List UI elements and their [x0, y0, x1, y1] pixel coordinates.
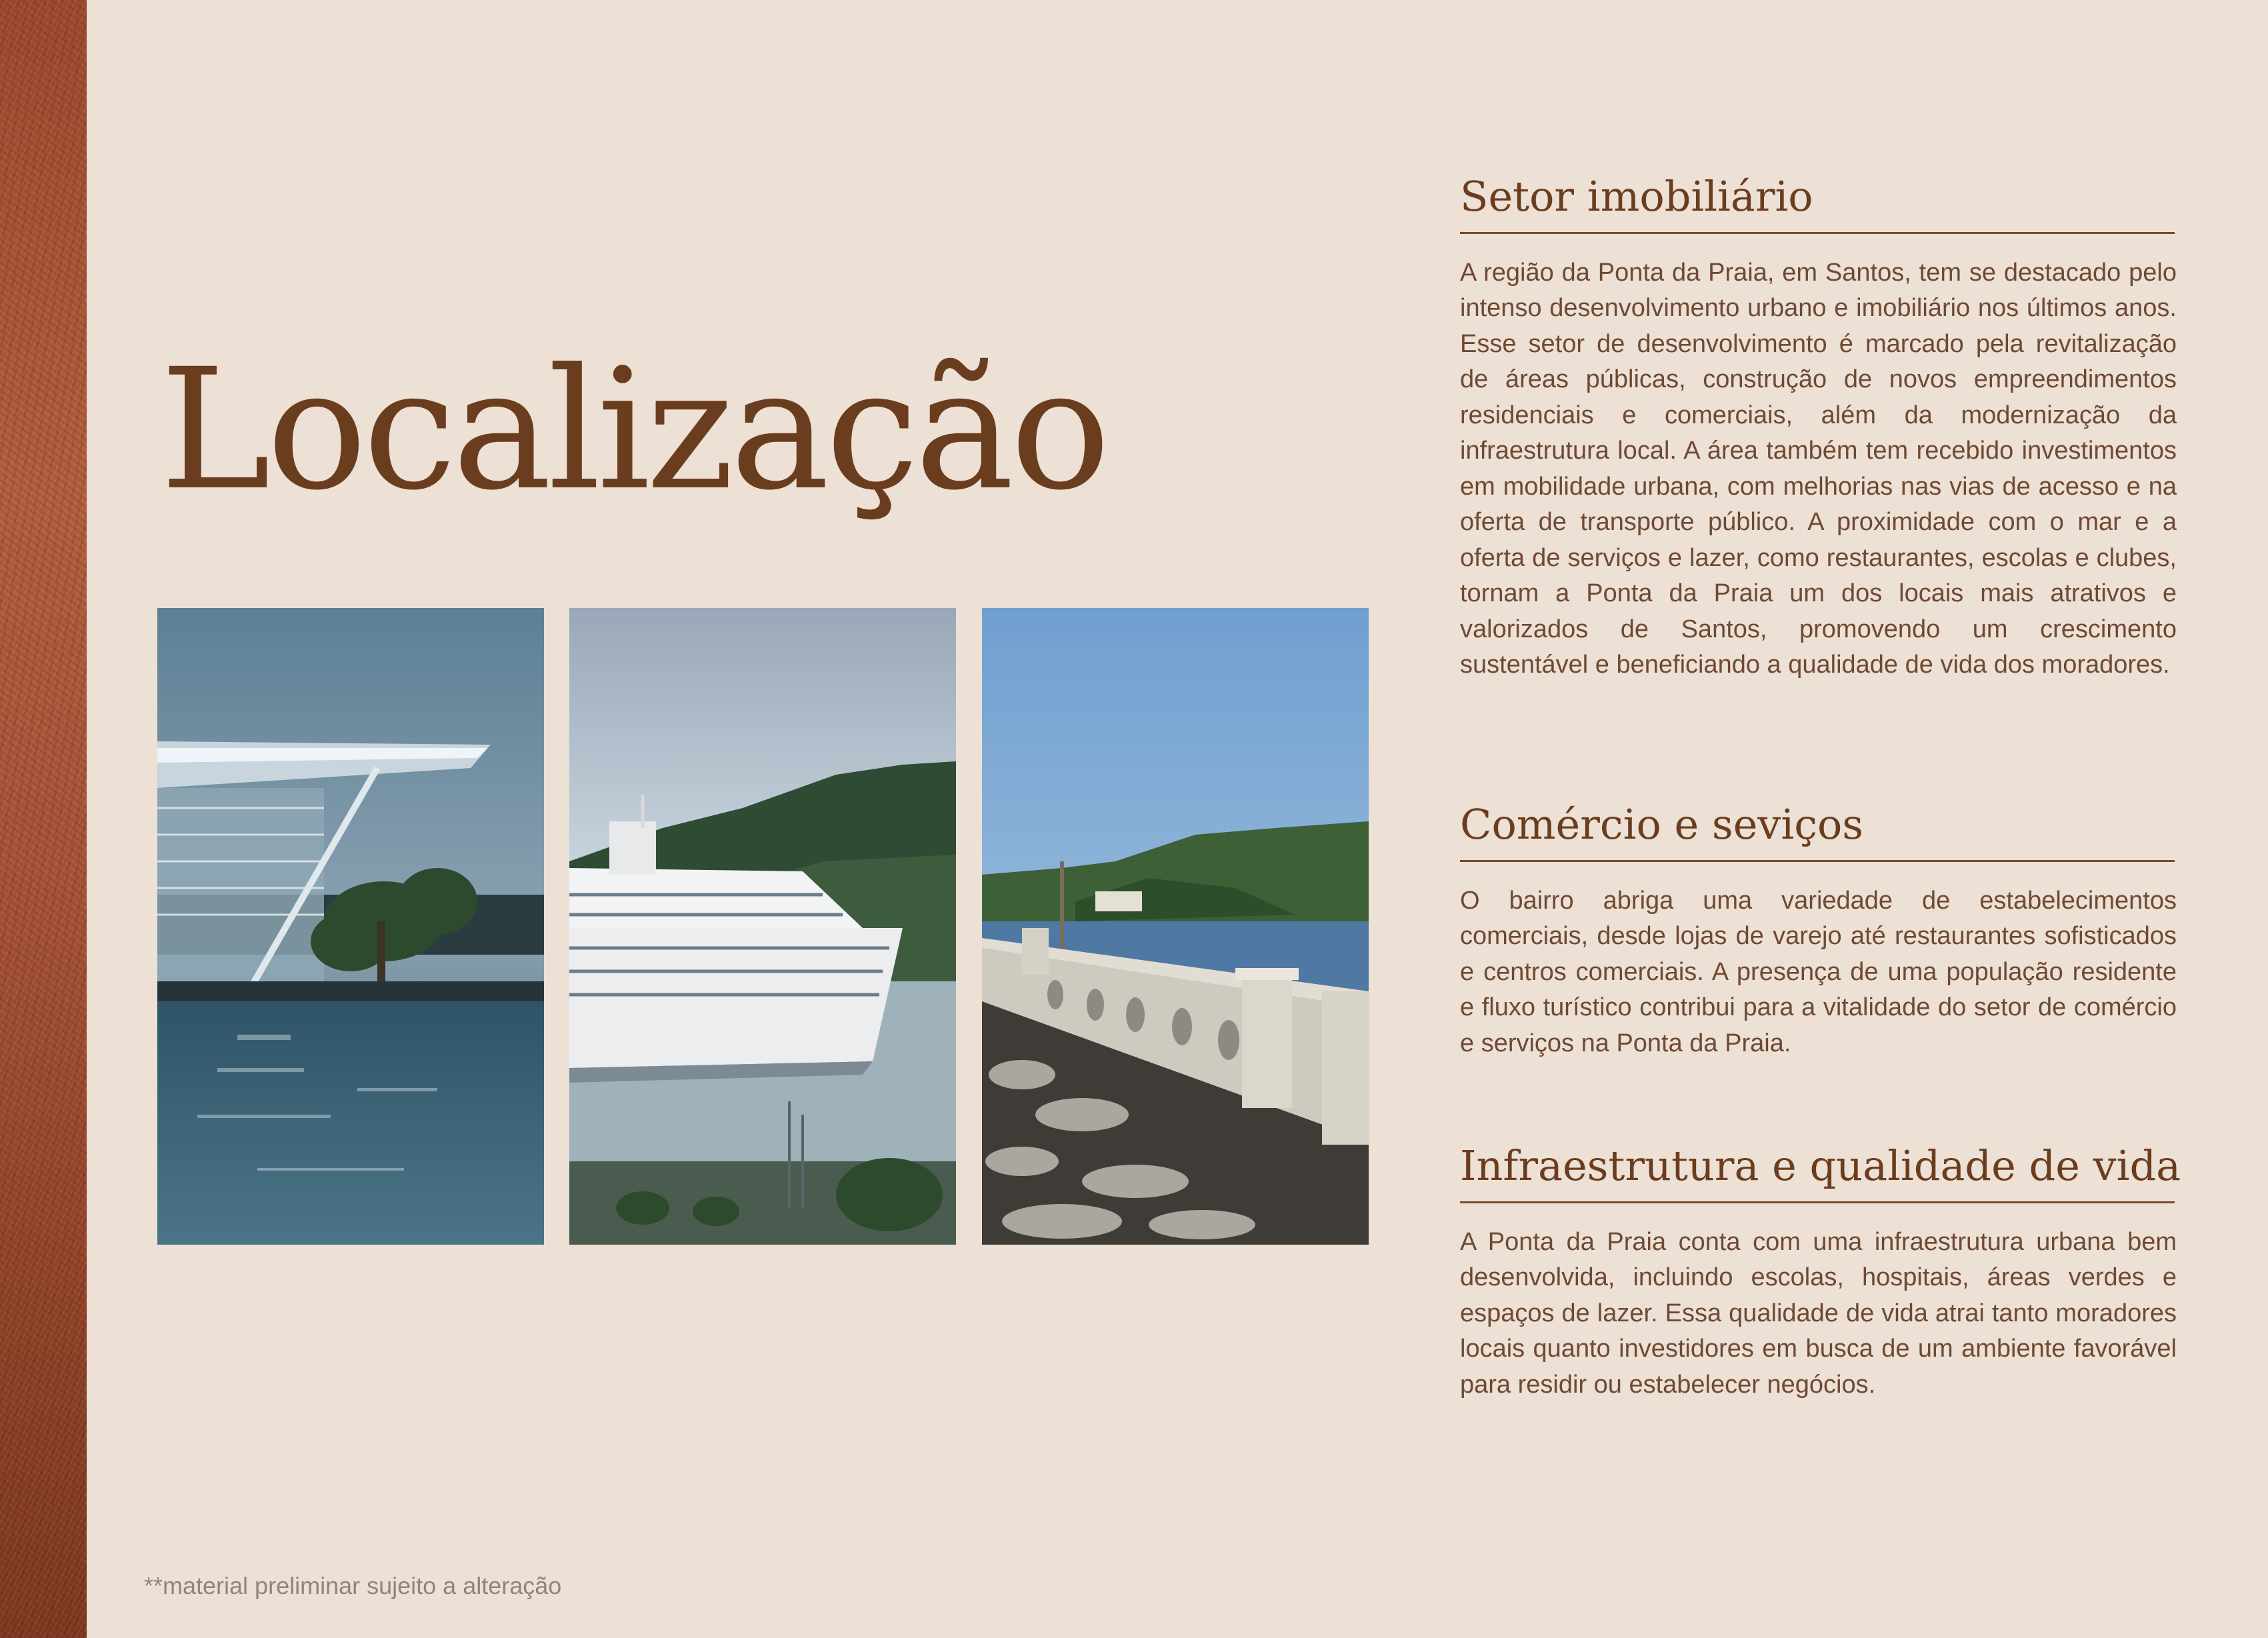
section-body: A Ponta da Praia conta com uma infraestrutura urbana bem desenvolvida, incluindo escolas, hospitais, áreas verdes e espaços de lazer. Essa qualidade de vida atrai tanto moradores locais quanto investidores em busca de um ambiente favorável para residir ou estabelecer negócios.: [1460, 1227, 2177, 1399]
section-body: O bairro abriga uma variedade de estabelecimentos comerciais, desde lojas de varejo até restaurantes sofisticados e centros comerciais. A presença de uma população residente e fluxo turístico contribui para a vitalidade do setor de comércio e serviços na Ponta da Praia.: [1460, 886, 2177, 1057]
seaside-promenade-balustrade-photo: [982, 608, 1369, 1245]
section-setor-imobiliario: [1460, 171, 2177, 683]
section-divider: [1460, 1201, 2175, 1203]
disclaimer-footnote: **material preliminar sujeito a alteração: [144, 1572, 562, 1599]
section-infraestrutura: [1460, 1140, 2181, 1403]
cruise-ship-harbor-photo: [569, 608, 956, 1245]
section-heading: Infraestrutura e qualidade de vida: [1460, 1141, 2181, 1190]
convention-center-waterfront-photo: [157, 608, 544, 1245]
page-title: Localização: [160, 333, 1107, 527]
section-divider: [1460, 860, 2175, 862]
section-body: A região da Ponta da Praia, em Santos, tem se destacado pelo intenso desenvolvimento urbano e imobiliário nos últimos anos. Esse setor de desenvolvimento é marcado pela revitalização de áreas públicas, construção de novos empreendimentos residenciais e comerciais, além da modernização da infraestrutura local. A área também tem recebido investimentos em mobilidade urbana, com melhorias nas vias de acesso e na oferta de transporte público. A proximidade com o mar e a oferta de serviços e lazer, como restaurantes, escolas e clubes, tornam a Ponta da Praia um dos locais mais atrativos e valorizados de Santos, promovendo um crescimento sustentável e beneficiando a qualidade de vida dos moradores.: [1460, 258, 2177, 679]
section-heading: Comércio e seviços: [1460, 800, 1864, 849]
section-divider: [1460, 232, 2175, 234]
decorative-side-strip: [0, 0, 87, 1638]
section-heading: Setor imobiliário: [1460, 172, 1813, 221]
section-comercio-servicos: [1460, 799, 2177, 1061]
